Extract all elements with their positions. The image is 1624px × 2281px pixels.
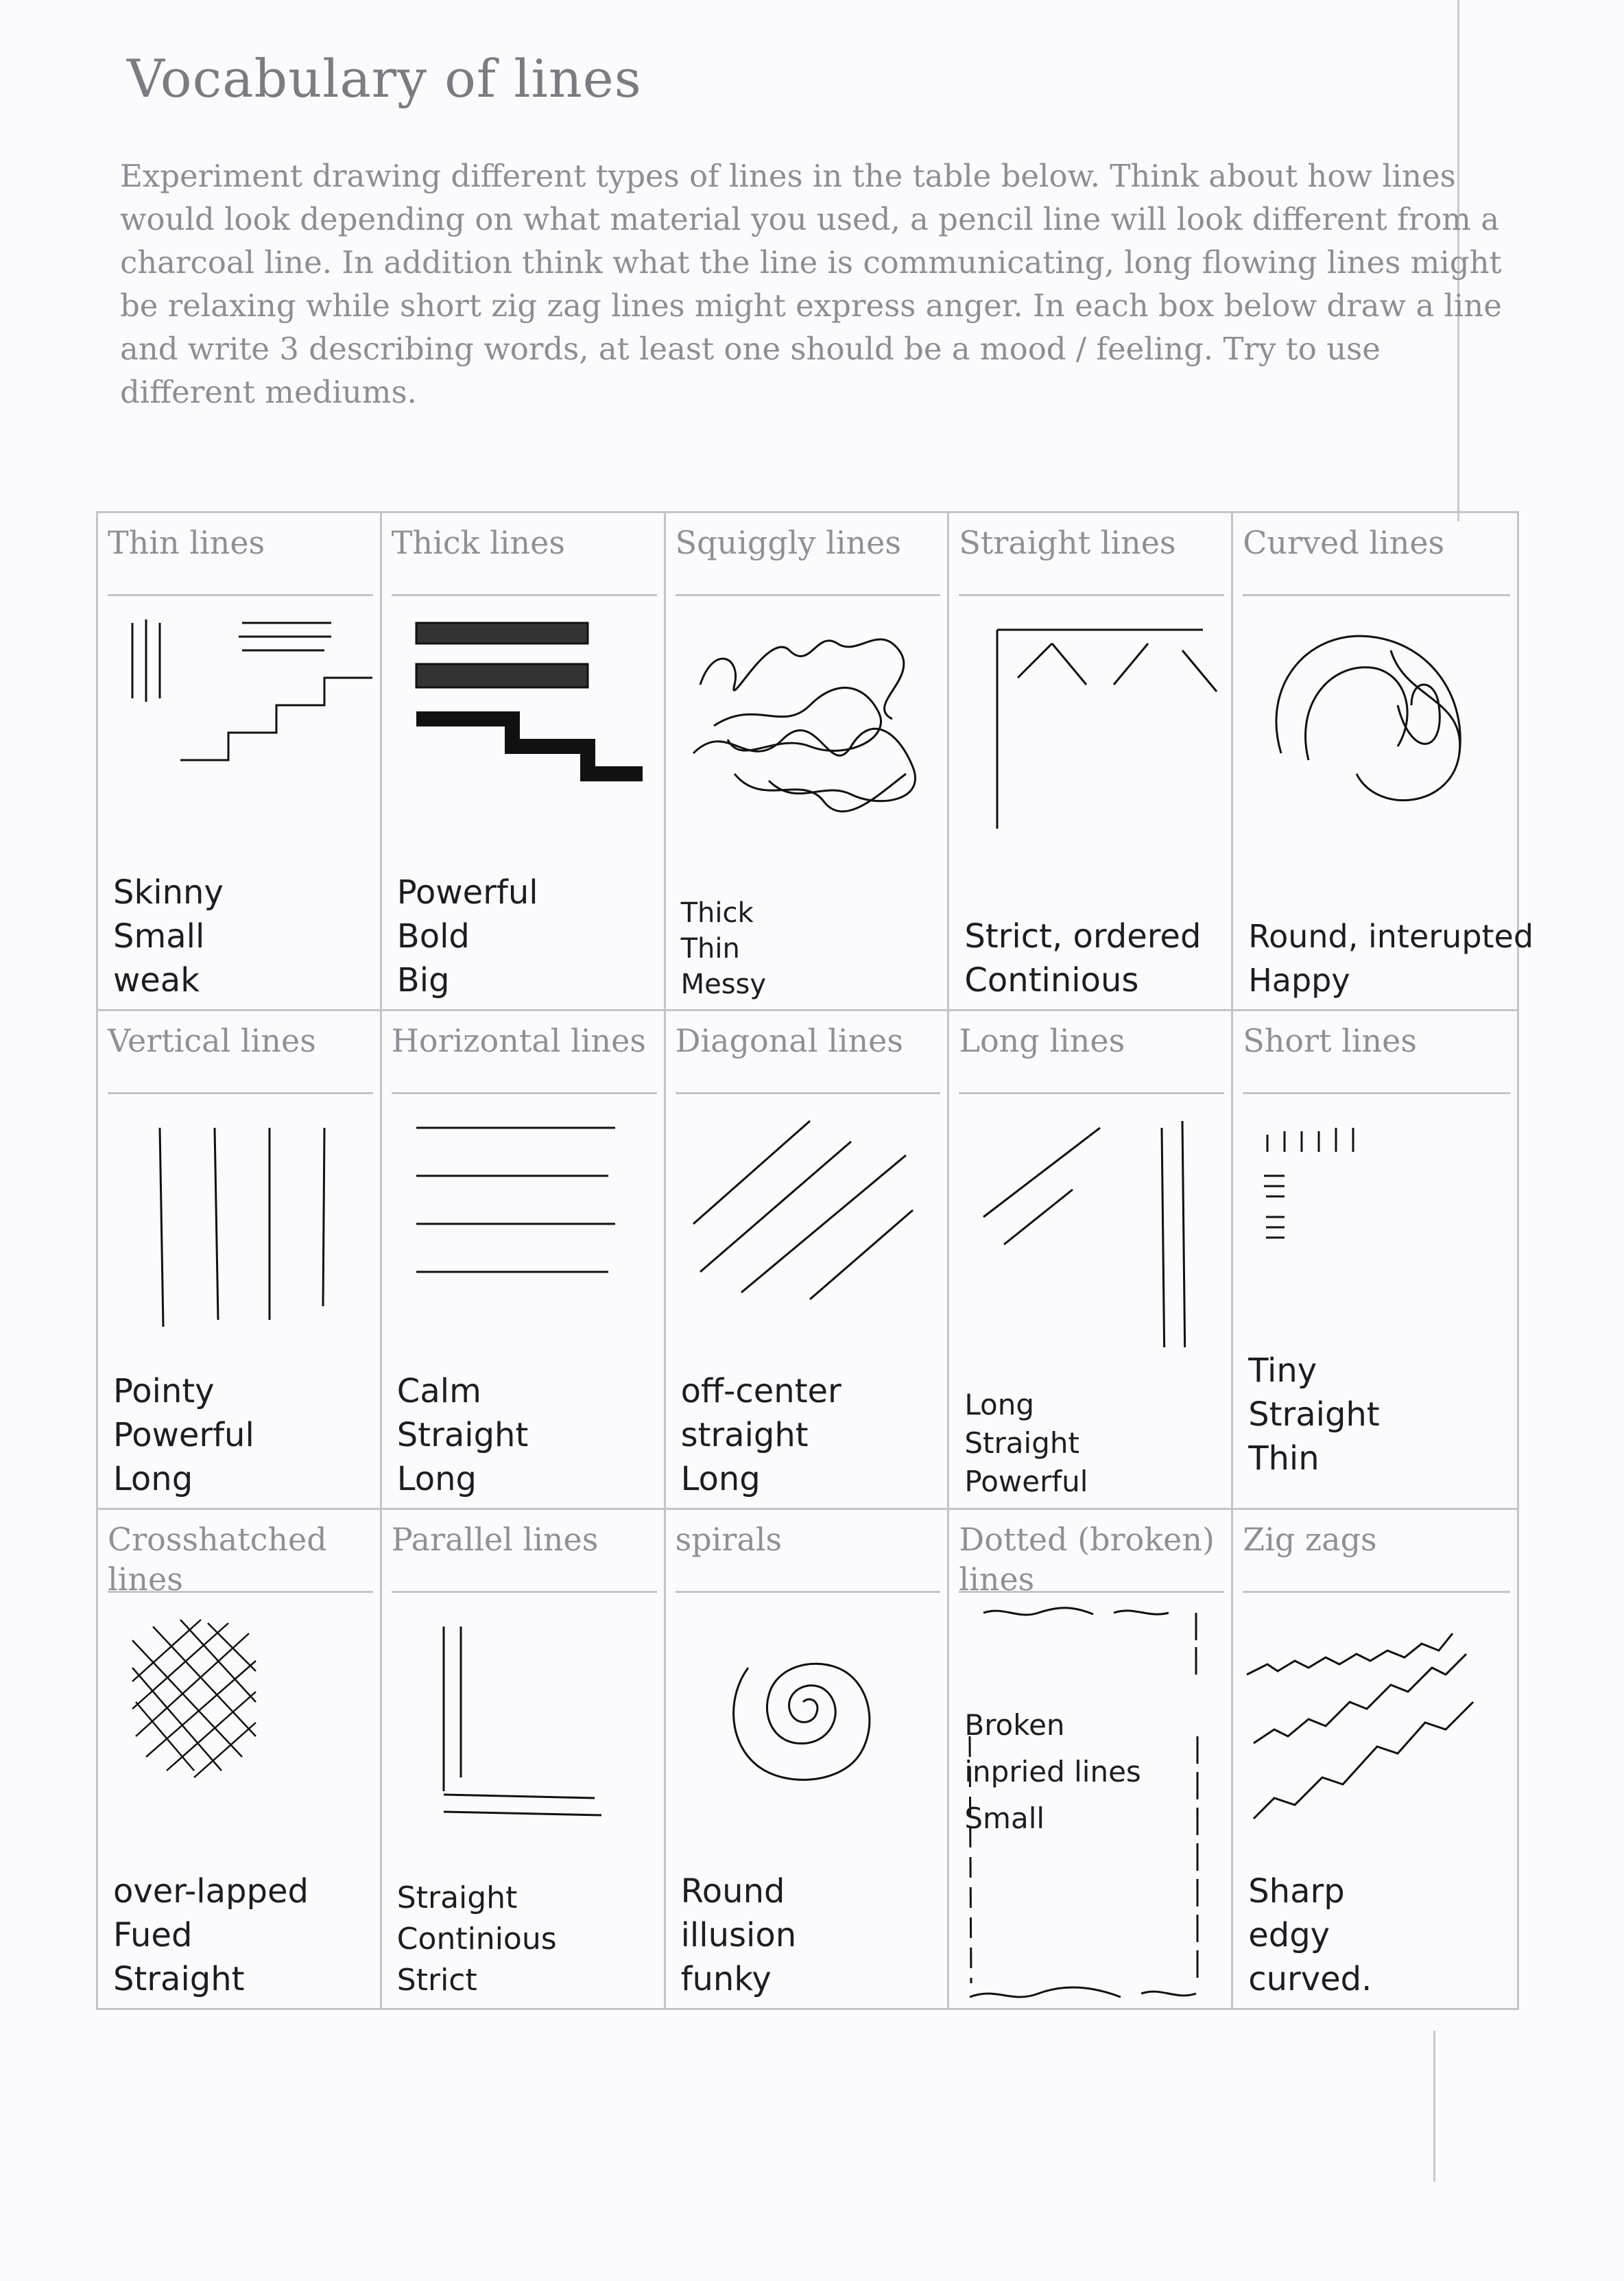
describing-words [397, 1369, 657, 1501]
word: Thin [680, 933, 740, 965]
word: Broken [964, 1707, 1065, 1742]
word: Straight [1248, 1395, 1380, 1434]
cell-heading: Crosshatched lines [108, 1520, 373, 1593]
cell-short-lines [1233, 1011, 1517, 1509]
cell-heading: Parallel lines [392, 1520, 657, 1593]
describing-words [397, 1878, 657, 2001]
cell-heading: spirals [676, 1520, 941, 1593]
cell-zig-zags [1233, 1510, 1517, 2008]
curved-lines-drawing [1240, 602, 1507, 849]
describing-words [681, 1869, 941, 2001]
horizontal-lines-drawing [389, 1100, 656, 1347]
cell-dotted-lines [949, 1510, 1233, 2008]
word: Thin [1248, 1439, 1320, 1478]
word: Sharp [1248, 1871, 1345, 1911]
cell-heading: Long lines [959, 1021, 1224, 1094]
describing-words [964, 1386, 1224, 1501]
spiral-drawing [673, 1599, 940, 1846]
word: Long [396, 1459, 477, 1498]
word: Round, interupted [1248, 918, 1534, 956]
describing-words [681, 1369, 941, 1501]
cell-straight-lines [949, 513, 1233, 1011]
word: Powerful [113, 1415, 254, 1454]
cell-spirals [666, 1510, 950, 2008]
thick-lines-drawing [389, 602, 656, 849]
cell-heading: Straight lines [959, 523, 1224, 596]
word: off-center [680, 1371, 841, 1410]
word: Round [680, 1871, 785, 1911]
cell-heading: Horizontal lines [392, 1021, 657, 1094]
word: Strict [396, 1962, 477, 1998]
word: Long [680, 1459, 761, 1498]
word: Happy [1248, 962, 1350, 1000]
cell-crosshatched-lines [98, 1510, 382, 2008]
word: Continious [396, 1921, 557, 1957]
word: Straight [396, 1415, 529, 1454]
describing-words [113, 871, 373, 1002]
word: Powerful [964, 1464, 1088, 1498]
cell-thick-lines [382, 513, 666, 1011]
word: over-lapped [113, 1871, 309, 1911]
describing-words [397, 871, 657, 1002]
thin-lines-drawing [105, 602, 372, 849]
describing-words [681, 895, 941, 1002]
margin-line [1433, 2031, 1435, 2182]
word: funky [680, 1959, 772, 1998]
describing-words [964, 1702, 1224, 1842]
word: Powerful [396, 873, 538, 912]
word: Big [396, 961, 450, 1000]
describing-words [113, 1869, 373, 2001]
word: Straight [396, 1880, 518, 1915]
crosshatched-lines-drawing [105, 1599, 372, 1846]
describing-words [113, 1369, 373, 1501]
word: illusion [680, 1915, 797, 1954]
word: Fued [113, 1915, 193, 1954]
word: Strict, ordered [964, 917, 1202, 956]
cell-vertical-lines [98, 1011, 382, 1509]
word: Bold [396, 917, 470, 956]
cell-curved-lines [1233, 513, 1534, 1011]
short-lines-drawing [1240, 1100, 1507, 1347]
zig-zag-drawing [1240, 1599, 1507, 1846]
word: Thick [680, 897, 754, 930]
describing-words [1248, 1349, 1510, 1480]
word: weak [113, 961, 200, 1000]
straight-lines-drawing [956, 602, 1223, 849]
page-title: Vocabulary of lines [127, 48, 642, 109]
cell-heading: Squiggly lines [676, 523, 941, 596]
word: Small [964, 1801, 1045, 1835]
cell-thin-lines [98, 513, 382, 1011]
vertical-lines-drawing [105, 1100, 372, 1347]
cell-diagonal-lines [666, 1011, 950, 1509]
cell-parallel-lines [382, 1510, 666, 2008]
describing-words [1248, 914, 1534, 1002]
word: inpried lines [964, 1754, 1141, 1788]
cell-heading: Diagonal lines [676, 1021, 941, 1094]
cell-heading: Curved lines [1243, 523, 1510, 596]
word: Small [113, 917, 205, 956]
describing-words [1248, 1869, 1510, 2001]
word: curved. [1248, 1959, 1372, 1998]
word: edgy [1248, 1915, 1330, 1954]
cell-heading: Zig zags [1243, 1520, 1510, 1593]
cell-heading: Vertical lines [108, 1021, 373, 1094]
word: Long [113, 1459, 193, 1498]
word: Long [964, 1387, 1035, 1421]
word: Tiny [1248, 1351, 1317, 1390]
word: straight [680, 1415, 809, 1454]
cell-squiggly-lines [666, 513, 950, 1011]
word: Straight [113, 1959, 245, 1998]
word: Continious [964, 961, 1139, 1000]
word: Skinny [113, 873, 224, 912]
cell-heading: Thin lines [108, 523, 373, 596]
cell-horizontal-lines [382, 1011, 666, 1509]
parallel-lines-drawing [389, 1599, 656, 1846]
describing-words [964, 914, 1224, 1002]
cell-heading: Dotted (broken) lines [959, 1520, 1224, 1593]
diagonal-lines-drawing [673, 1100, 940, 1347]
cell-heading: Short lines [1243, 1021, 1510, 1094]
word: Calm [396, 1371, 481, 1410]
word: Messy [680, 969, 767, 1001]
long-lines-drawing [956, 1100, 1223, 1347]
word: Straight [964, 1426, 1079, 1460]
squiggly-lines-drawing [673, 602, 940, 849]
cell-heading: Thick lines [392, 523, 657, 596]
word: Pointy [113, 1371, 215, 1410]
instructions-paragraph: Experiment drawing different types of lines in the table below. Think about how lines would look depending on what material you used, a pencil line will look different from a charcoal line. In addition think what the line is communicating, long flowing lines might be relaxing while short zig zag lines might express anger. In each box below draw a line and write 3 describing words, at least one should be a mood / feeling. Try to use different mediums. [120, 158, 1502, 410]
lines-table [96, 511, 1534, 2010]
cell-long-lines [949, 1011, 1233, 1509]
